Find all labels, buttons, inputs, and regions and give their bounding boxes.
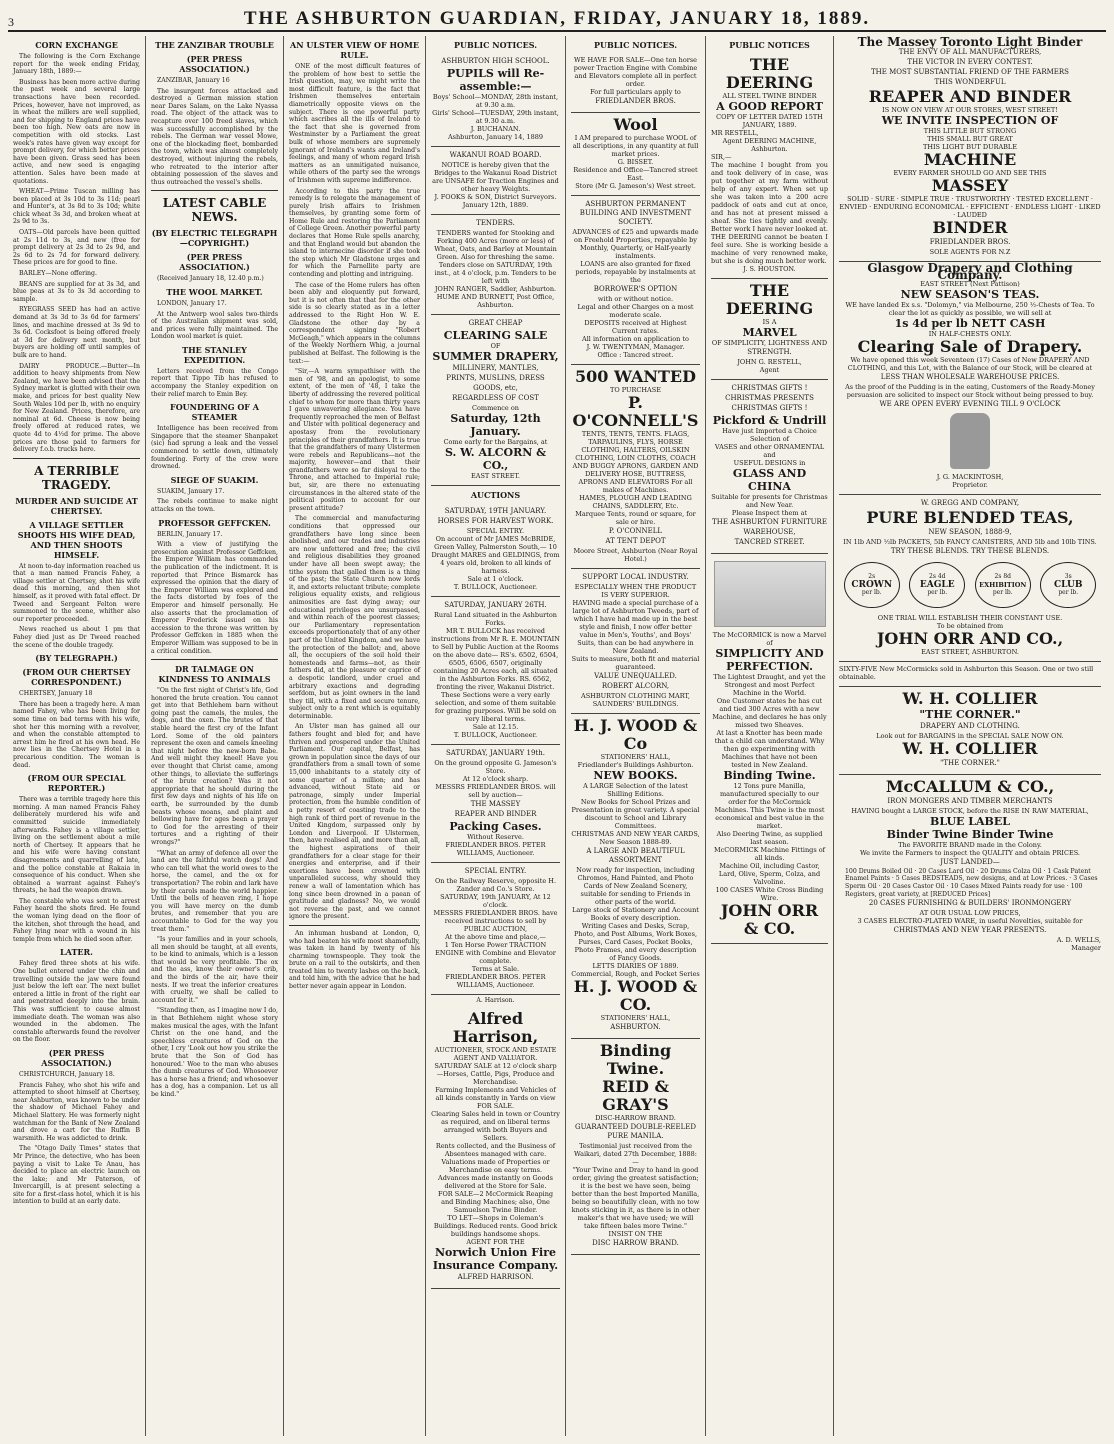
article-text: The insurgent forces attacked and destroyed a German mission station near Dares Salam, on the Lake Nyassa road. The object of the attack was to recapture over 100 freed slaves, which was successfully accomplished by the rebels. The German war vessel Mowe, one of the blockading fleet, bombarded the town, which was almost completely destroyed, without injuring the rebels, who retreated to the interior after obtaining possession of the slaves and thus outreached the vessel's shells. [151, 87, 278, 186]
byline: (PER PRESS ASSOCIATION.) [179, 252, 250, 273]
byline: (BY ELECTRIC TELEGRAPH—COPYRIGHT.) [151, 228, 278, 249]
section-label: AUCTIONS [470, 490, 521, 500]
article-text: An inhuman husband at London, O, who had beaten his wife most shamefully, was taken in hand by twenty of his charming townspeople. They took the brute on a rail to the outskirts, and then treated him to twenty lashes on the back, and told him, with the advice that he had better never again appear in London. [289, 929, 420, 991]
article-text: "Sir,—A warm sympathiser with the men of '98, and an apologist, to some extent, of the men of '48, I take the liberty of addressing the revered political chief to whom for more than thirty years I gave unwavering allegiance. You have frequently reproached the men of Belfast and Ulster with political degeneracy and apostasy from the revolutionary principles of their grandfathers. It is true that the grandfathers of many Ulstermen were rebels and Republicans—not the majority, however—and that their grandfathers were so far disloyal to the Throne, and attached to Imperial rule; but, sir, are there no extenuating circumstances in the altered state of the political position to account for our present attitude? [289, 368, 420, 512]
stanley-heading: THE STANLEY EXPEDITION. [182, 344, 247, 365]
article-text: There has been a tragedy here. A man named Fahey, who has been living for some time on bad terms with his wife, shot her this morning with a revolver, and when the constable attempted to arrest him he fired at his own head. He now lies in the Chertsey Hotel in a precarious condition. The woman is dead. [13, 700, 140, 769]
column-5 [566, 36, 706, 1436]
road-board-ad: WAKANUI ROAD BOARD. NOTICE is hereby given that the Bridges to the Wakanui Road District are UNSAFE for Traction Engines and other heavy Weights. J. FOOKS & SON, District Surveyors. January 12th, 1889. [431, 147, 560, 215]
tent-depot-ad: 500 WANTED TO PURCHASE P. O'CONNELL'S TENTS, TENTS, TENTS. FLAGS, TARPAULINS, FLYS, HORSE CLOTHING, HALTERS, OILSKIN CLOTHING, LOIN CLOTHS, COACH AND BUGGY APRONS, GARDEN AND DELIVERY HOSE, BUTTRESS, APRONS AND ELEVATORS For all makes of Machines. HAMES, PLOUGH AND LEADING CHAINS, SADDLERY, Etc. Marquee Tents, round or square, for sale or hire. P. O'CONNELL AT TENT DEPOT Moore Street, Ashburton (Near Royal Hotel.) [571, 365, 700, 569]
reaper-machine-illustration [714, 561, 826, 627]
article-text: "On the first night of Christ's life, God honored the brute creation. You cannot get into that Bethlehem barn without going past the camels, the mules, the dogs, and the oxen. The brutes of that stable heard the first cry of the Infant Lord. Some of the old painters represent the oxen and camels kneeling that night before the new-born Babe. And well might they kneel! Have you ever thought that Christ came, among other things, to alleviate the sufferings of the brute creation? Was it not appropriate that he should during the first few days and nights of his life on earth, be surrounded by the dumb beasts whose moans, and plaint and bellowing have for ages been a prayer to God for the arresting of their tortures and a righting of their wrongs?" [151, 687, 278, 846]
dateline: CHRISTCHURCH, January 18. [19, 1070, 115, 1078]
dateline: (Received January 18, 12.40 p.m.) [157, 275, 264, 283]
binding-twine-ad: Binding Twine. REID & GRAY'S DISC-HARROW BRAND. GUARANTEED DOUBLE-REELED PURE MANILA. Testimonial just received from the Waikari, dated 27th December, 1888:— "Your Twine and Dray to hand in good order, giving the greatest satisfaction; it is the best we have seen, being better than the best Imported Manilla, being so beautifully clean, with no tow knots sticking in it, as there is in other maker's that we have used; we will take fifteen bales more Twine." INSIST ON THE DISC HARROW BRAND. [571, 1039, 700, 1255]
tea-crown: 2s CROWN per lb. [844, 562, 900, 608]
packing-cases-ad: SATURDAY, JANUARY 19th. On the ground opposite G. Jameson's Store. At 12 o'clock sharp. MESSRS FRIEDLANDER BROS. will sell by auction— THE MASSEY REAPER AND BINDER Packing Cases. Without Reserve. FRIEDLANDER BROS. PETER WILLIAMS, Auctioneer. [431, 745, 560, 863]
column-2 [146, 36, 284, 1436]
article-text: According to this party the true remedy is to relegate the management of purely Irish affairs to Irishmen themselves, by granting some form of Home Rule and restoring the Parliament of College Green. Another powerful party declares that Home Rule spells anarchy, and that England would but abandon the island to internecine disorder if she took the step which Mr Gladstone urges and for which the Parnellite party are contending and plotting and intriguing. [289, 187, 420, 279]
ulster-heading: AN ULSTER VIEW OF HOME RULE. [290, 40, 419, 60]
article-text: The case of the Home rulers has often been ably and eloquently put forward, but it is not often that that for the other side is so clearly stated as in a letter addressed to the Right Hon W. E. Gladstone the other day by a correspondent signing "Robert McGeagh," which appears in the columns of the Weekly Northern Whig, a journal published at Belfast. The following is the text:— [289, 281, 420, 365]
wool-ad: Wool I AM prepared to purchase WOOL of all descriptions, in any quantity at full market prices. G. BISSET. Residence and Office—Tancred street East. Store (Mr G. Jameson's) West street. [571, 113, 700, 196]
article-text: Fahey fired three shots at his wife. One bullet entered under the chin and travelling outside the jaw were found just below the left ear. The next bullet entered a little in front of the right ear and penetrated deeply into the brain. This was sufficient to cause almost immediate death. The woman was also wounded in the abdomen. The constable afterwards found the revolver on the floor. [13, 960, 140, 1044]
article-text: ONE of the most difficult features of the problem of how best to settle the Irish question, may, we might write the most difficult feature, is the fact that Irishmen themselves entertain diametrically opposite views on the subject. There is one powerful party which ascribes all the ills of Ireland to the fact that she is governed from Westminster by a Parliament the great bulk of whose members are supremely ignorant of Ireland's wants and Ireland's feelings, and many of whom regard Irish matters as an unmitigated nuisance, while others of the party see the wrongs of Irishmen with supreme indifference. [289, 63, 420, 184]
tenders-ad: TENDERS. TENDERS wanted for Stooking and Forking 400 Acres (more or less) of Wheat, Oats, and Barley at Mountain Green. Also for threshing the same. Tenders close on SATURDAY, 19th inst., at 4 o'clock, p.m. Tenders to be left with JOHN RANGER, Saddler, Ashburton. HUME AND BURNETT, Post Office, Ashburton. [431, 215, 560, 315]
dateline: BERLIN, January 17. [157, 530, 223, 538]
christmas-gifts-ad: CHRISTMAS GIFTS ! CHRISTMAS PRESENTS CHRISTMAS GIFTS ! Pickford & Undrill Have just Imported a Choice Selection of VASES and other ORNAMENTAL and USEFUL DESIGNS in GLASS AND CHINA Suitable for presents for Christmas and New Year. Please Inspect them at THE ASHBURTON FURNITURE WAREHOUSE, TANCRED STREET. [711, 380, 828, 554]
article-text: At noon to-day information reached us that a man named Francis Fahey, a village settler at Chertsey, shot his wife dead this morning, and then shot himself, as it proved with fatal effect. Dr Tweed and Sergeant Felton were summoned to the scene, whither also our reporter proceeded. [13, 562, 140, 623]
high-school-ad: ASHBURTON HIGH SCHOOL. PUPILS will Re-assemble:— Boys' School—MONDAY, 28th instant, at 9.30 a.m. Girls' School—TUESDAY, 29th instant, at 9.30 a.m. J. BUCHANAN. Ashburton, January 14, 1889 [431, 53, 560, 147]
geffcken-heading: PROFESSOR GEFFCKEN. [158, 517, 271, 528]
alfred-harrison-ad: Alfred Harrison, AUCTIONEER, STOCK AND ESTATE AGENT AND VALUATOR. SATURDAY SALE at 12 o'clock sharp —Horses, Cattle, Pigs, Produce and Merchandise. Farming Implements and Vehicles of all kinds constantly in Yards on view FOR SALE. Clearing Sales held in town or Country as required, and on liberal terms arranged with both Buyers and Sellers. Rents collected, and the Business of Absentees managed with care. Valuations made of Properties or Merchandise on easy terms. Advances made instantly on Goods delivered at the Store for Sale. FOR SALE—2 McCormick Reaping and Binding Machines; also, One Samuelson Twine Binder. TO LET—Shops in Coleman's Buildings. Reduced rents. Good brick buildings handsome shops. AGENT FOR THE Norwich Union Fire Insurance Company. ALFRED HARRISON. [431, 1007, 560, 1289]
column-4 [426, 36, 566, 1436]
tragedy-subheading: MURDER AND SUICIDE AT CHERTSEY. [15, 495, 138, 516]
latest-cable-heading: LATEST CABLE NEWS. [162, 196, 267, 225]
byline: (BY TELEGRAPH.) [35, 653, 118, 664]
page-number: 3 [8, 15, 14, 29]
mccallum-ad: McCALLUM & CO., IRON MONGERS AND TIMBER MERCHANTS HAVING bought a LARGE STOCK, before the RISE IN RAW MATERIAL, BLUE LABEL Binder Twine Binder Twine The FAVORITE BRAND made in the Colony. We invite the Farmers to inspect the QUALITY and obtain PRICES. JUST LANDED— 100 Drums Boiled Oil · 20 Cases Lard Oil · 20 Drums Colza Oil · 1 Cask Patent Enamel Paints · 5 Cases BEDSTEADS, new designs, and at Low Prices. · 3 Cases Sperm Oil · 20 Cases Castor Oil · 10 Cases Mixed Paints ready for use · 100 Registers, great variety, at [REDUCED Prices] 20 CASES FURNISHING & BUILDERS' IRONMONGERY AT OUR USUAL LOW PRICES, 3 CASES ELECTRO-PLATED WARE, in useful Novelties, suitable for CHRISTMAS AND NEW YEAR PRESENTS. A. D. WELLS, Manager [845, 776, 1101, 953]
article-text: The "Otago Daily Times" states that Mr Prince, the detective, who has been paying a visit to Lake Te Anau, has decided to place an electric launch on the lake; and Mr Paterson, of Invercargill, is at present selecting a site for a first-class hotel, which it is his intention to build at an early date. [13, 1145, 140, 1206]
wool-market-heading: THE WOOL MARKET. [166, 286, 263, 297]
article-text: The constable who was sent to arrest Fahey heard the shots fired. He found the woman lying dead on the floor of the kitchen, shot through the head, and Fahey lying near with a wound in his temple from which he died soon after. [13, 897, 140, 943]
article-text: BEANS are supplied for at 3s 3d, and blue peas at 3s to 3s 3d according to sample. [13, 280, 140, 303]
dateline: ZANZIBAR, January 16 [157, 77, 230, 84]
gregg-teas-ad: W. GREGG AND COMPANY, PURE BLENDED TEAS, NEW SEASON, 1888-9, IN 1lb AND ½lb PACKETS, 5lb FANCY CANISTERS, AND 5lb and 10lb TINS. TRY THESE BLENDS. TRY THESE BLENDS. 2s CROWN per lb. 2s 4d EAGLE per lb. 2s 8d EXHIBITION per lb. 3s CLUB per lb. ONE TRIAL WILL ESTABLISH THEIR CONSTANT USE. To be obtained from JOHN ORR AND CO., EAST STREET, ASHBURTON. [839, 495, 1101, 662]
article-text: An Ulster man has gained all our fathers fought and bled for, and have thriven and prospered under the United Parliament. Our capital, Belfast, has grown in population since the days of our grandfathers from a small town of some 15,000 inhabitants to a stately city of some quarter of a million; and has advanced, without State aid or patronage, simply under Imperial protection, from the humble condition of a petty resort of coasting trade to the high rank of third port of revenue in the United Kingdom, surpassed only by London and Liverpool. If Ulstermen, then, have realised all, and more than all, the highest aspirations of their grandfathers for a clear stage for their energies and enterprise, and if their exertions have been crowned with unparalleled success, why should they renew a wall of lamentation which has long since been drowned in a paean of gratitude and gladness? No, we would not reverse the past, and we cannot ignore the present. [289, 723, 420, 921]
column-1 [8, 36, 146, 1436]
column-7 [834, 36, 1106, 1436]
deering-ad: THE DEERING ALL STEEL TWINE BINDER A GOOD REPORT COPY OF LETTER DATED 15TH JANUARY, 1889. MR RESTELL, Agent DEERING MACHINE, Ashburton. SIR,— The machine I bought from you and took delivery of in case, was put together at my farm without help of any expert. When set up she was taken into a 200 acre paddock of oats and cut at once, and has not at present missed a sheaf. She ties tightly and evenly. Better work I have never looked at. THE DEERING cannot be beaten I feel sure. She is working beside a machine of very renowned make, but she is doing much better work. J. S. HOUSTON. [711, 53, 828, 279]
dateline: LONDON, January 17. [157, 299, 227, 307]
clothing-mart-ad: SUPPORT LOCAL INDUSTRY. ESPECIALLY WHEN THE PRODUCT IS VERY SUPERIOR. HAVING made a special purchase of a large lot of Ashburton Tweeds, part of which I have had made up in the best style and finish, I now offer better value in Men's, Youths', and Boys' Suits, than can be had anywhere in New Zealand. Suits to measure, both fit and material guaranteed. VALUE UNEQUALLED. ROBERT ALCORN, ASHBURTON CLOTHING MART, SAUNDERS' BUILDINGS. [571, 569, 700, 714]
article-text: There was a terrible tragedy here this morning. A man named Francis Fahey deliberately murdered his wife and committed suicide immediately afterwards. Fahey is a village settler, living on the settlement about a mile north of Chertsey. It appears that he and his wife were having constant disagreements and quarrelling of late, and the police constable at Rakaia in consequence of his conduct. When she obtained a warrant against Fahey's threats, he had the weapon drawn. [13, 796, 140, 895]
article-text: RYEGRASS SEED has had an active demand at 3s 3d to 3s 6d for farmers' lines, and machine dressed at 3s 9d to 3s 6d. Cocksfoot is being offered freely at 3d for delivery next month, but buyers are holding off until samples of bulk are to hand. [13, 306, 140, 359]
byline: (FROM OUR CHERTSEY CORRESPONDENT.) [22, 667, 131, 688]
later-heading: LATER. [60, 947, 93, 958]
newspaper-title: THE ASHBURTON GUARDIAN, FRIDAY, JANUARY 18, 1889. [243, 8, 871, 29]
massey-binder-ad: The Massey Toronto Light Binder THE ENVY OF ALL MANUFACTURERS, THE VICTOR IN EVERY CONTEST. THE MOST SUBSTANTIAL FRIEND OF THE FARMERS THIS WONDERFUL REAPER AND BINDER IS NOW ON VIEW AT OUR STORES, WEST STREET! WE INVITE INSPECTION OF THIS LITTLE BUT STRONG THIS SMALL BUT GREAT THIS LIGHT BUT DURABLE MACHINE EVERY FARMER SHOULD GO AND SEE THIS MASSEY SOLID · SURE · SIMPLE TRUE · TRUSTWORTHY · TESTED EXCELLENT · ENVIED · ENDURING ECONOMICAL · EFFICIENT · ENDLESS LIGHT · LIKED · LAUDED BINDER FRIEDLANDER BROS. SOLE AGENTS FOR N.Z [839, 36, 1101, 262]
tea-eagle: 2s 4d EAGLE per lb. [909, 562, 965, 608]
tea-exhibition: 2s 8d EXHIBITION per lb. [975, 562, 1031, 608]
collier-ad: W. H. COLLIER "THE CORNER." DRAPERY AND CLOTHING. Look out for BARGAINS in the SPECIAL SALE NOW ON. W. H. COLLIER "THE CORNER." [839, 687, 1101, 775]
article-text: DAIRY PRODUCE.—Butter—In addition to heavy shipments from New Zealand, we have been advised that the Sydney market is glutted with their own make, and prices for best quality New South Wales 10d per lb, with no enquiry for New Zealand. Prices, therefore, are nominal at 6d. Cheese is now being freely offered at reduced rates, we quote 4d to 4½d for prime. The above prices are those paid to farmers for delivery f.o.b. trucks here. [13, 362, 140, 454]
building-society-ad: ASHBURTON PERMANENT BUILDING AND INVESTMENT SOCIETY. ADVANCES of £25 and upwards made on Freehold Properties, repayable by Monthly, Quarterly, or Half-yearly instalments. LOANS are also granted for fixed periods, repayable by instalments at the BORROWER'S OPTION with or without notice. Legal and other Charges on a most moderate scale. DEPOSITS received at Highest Current rates. All information on application to J. W. TWENTYMAN, Manager. Office : Tancred street. [571, 196, 700, 365]
suakim-heading: SIEGE OF SUAKIM. [170, 474, 259, 485]
deering-marvel-ad: THE DEERING IS A MARVEL OF SIMPLICITY, LIGHTNESS AND STRENGTH. JOHN G. RESTELL, Agent [711, 279, 828, 380]
article-text: BARLEY—None offering. [19, 270, 97, 278]
article-text: WHEAT—Prime Tuscan milling has been placed at 3s 10d to 3s 11d; pearl and Hunter's, at 3s 8d to 3s 10d; white chick wheat 3s 3d, and broken wheat at 2s 9d to 3s. [13, 188, 140, 226]
article-text: Francis Fahey, who shot his wife and attempted to shoot himself at Chertsey, near Ashburton, was known to be under the shadow of Michael Fahey and Michael Slattery. He was formerly night watchman for the Bank of New Zealand and drove a cart for the Ruffin B warsmith. He was addicted to drink. [13, 1081, 140, 1142]
glasgow-drapery-ad: Glasgow Drapery and Clothing Company. EAST STREET (Next Pattison) NEW SEASON'S TEAS. WE have landed Ex s.s. "Dolomyn," via Melbourne, 250 ½-Chests of Tea. To clear the lot as quickly as possible, we will sell at 1s 4d per lb NETT CASH IN HALF-CHESTS ONLY. Clearing Sale of Drapery. We have opened this week Seventeen (17) Cases of New DRAPERY AND CLOTHING, and this Lot, with the Balance of our Stock, will be cleared at LESS THAN WHOLESALE WAREHOUSE PRICES. As the proof of the Pudding is in the eating, Customers of the Ready-Money persuasion are solicited to inspect our Stock without being pressed to buy. WE ARE OPEN EVERY EVENING TILL 9 O'CLOCK J. G. MACKINTOSH, Proprietor. [839, 262, 1101, 495]
ad-label: A. Harrison. [476, 997, 515, 1004]
column-6 [706, 36, 834, 1436]
clearing-sale-ad: GREAT CHEAP CLEARING SALE OF SUMMER DRAPERY, MILLINERY, MANTLES, PRINTS, MUSLINS, DRESS GOODS, etc, REGARDLESS OF COST Commence on Saturday, 12th January. Come early for the Bargains, at S. W. ALCORN & CO., EAST STREET. [431, 315, 560, 486]
article-text: The commercial and manufacturing conditions that oppressed our grandfathers have long since been abolished, and our trades and industries are now unfettered and free; the civil and religious disabilities they groaned under have all been swept away; the tithe system that galled them is a thing of the past; the State Church now lords it, and extorts reluctant tribute; complete religious equality exists, and religious animosities are fast dying away; our educational privileges are unsurpassed, and within reach of the poorest classes; our Parliamentary representation exceeds proportionately that of any other part of the United Kingdom, and we have the protection of the ballot; and, above all, the occupiers of the soil hold their homesteads and farms—not, as their fathers did, at the pleasure or caprice of a despotic landlord, under cruel and arbitrary exactions and degrading serfdom, but as joint owners in the land they till, with a fixed and secure tenure, subject only to a rent which is equitably determinable. [289, 515, 420, 720]
steamer-heading: FOUNDERING OF A STEAMER [170, 402, 259, 423]
column-3 [284, 36, 426, 1436]
tragedy-subheading: A VILLAGE SETTLER SHOOTS HIS WIFE DEAD, AND THEN SHOOTS HIMSELF. [17, 519, 136, 560]
corn-exchange-heading: CORN EXCHANGE [35, 40, 118, 50]
columns [8, 36, 1106, 1436]
tea-club: 3s CLUB per lb. [1040, 562, 1096, 608]
tea-jar-illustration [950, 413, 990, 469]
traction-engine-ad: SPECIAL ENTRY. On the Railway Reserve, opposite H. Zander and Co.'s Store. SATURDAY, 19th JANUARY, At 12 o'clock. MESSRS FRIEDLANDER BROS. have received instructions to sell by PUBLIC AUCTION, At the above time and place,— 1 Ten Horse Power TRACTION ENGINE with Combine and Elevator complete. Terms at Sale. FRIEDLANDER BROS. PETER WILLIAMS, Auctioneer. [431, 863, 560, 995]
horses-auction-ad: SATURDAY, 19TH JANUARY. HORSES FOR HARVEST WORK. SPECIAL ENTRY. On account of Mr JAMES McBRIDE, Green Valley, Palmerston South,— 10 Draught MARES and GELDINGS, from 4 years old, broken to all kinds of harness. Sale at 1 o'clock. T. BULLOCK, Auctioneer. [431, 503, 560, 597]
zanzibar-heading: THE ZANZIBAR TROUBLE [155, 40, 274, 50]
article-text: The following is the Corn Exchange report for the week ending Friday, January 18th, 1889:— [13, 53, 140, 76]
dateline: CHERTSEY, January 18 [19, 690, 93, 698]
mccormick-sold-ad: SIXTY-FIVE New McCormicks sold in Ashburton this Season. One or two still obtainable. [839, 662, 1101, 687]
section-label: PUBLIC NOTICES. [594, 40, 677, 50]
article-text: News reached us about 1 pm that Fahey died just as Dr Tweed reached the scene of the double tragedy. [13, 626, 140, 649]
rural-land-ad: SATURDAY, JANUARY 26TH. Rural Land situated in the Ashburton Forks. MR T. BULLOCK has received instructions from Mr R. E. MOUNTAIN to Sell by Public Auction at the Rooms on the above date— RS's. 6502, 6504, 6505, 6506, 6507, originally containing 20 Acres each, all situated in the Ashburton Forks. RS. 6562, fronting the river, Wakanui District. These Sections were a very early selection, and some of them suitable for grazing purposes. Will be sold on very liberal terms. Sale at 12.15. T. BULLOCK, Auctioneer. [431, 597, 560, 745]
tea-blends [839, 562, 1101, 608]
byline: (FROM OUR SPECIAL REPORTER.) [27, 773, 126, 794]
section-label: PUBLIC NOTICES. [454, 40, 537, 50]
byline: (PER PRESS ASSOCIATION.) [179, 54, 250, 74]
article-text: At the Antwerp wool sales two-thirds of the Australian shipment was sold, and prices were fully maintained. The London wool market is quiet. [151, 310, 278, 341]
article-text: "What an army of defence all over the land are the faithful watch dogs! And who can tell what the world owes to the horse, the camel, and the ox for transportation? The robin and lark have by their carols made the world happier. Until the bells of heaven ring, I hope you will have mercy on the dumb brutes, and remember that you are accountable to God for the way you treat them." [151, 849, 278, 933]
article-text: Intelligence has been received from Singapore that the steamer Shanpaket (sic) had sprung a leak and the vessel commenced to settle down, ultimately foundering. Forty of the crew were drowned. [151, 425, 278, 471]
talmage-heading: DR TALMAGE ON KINDNESS TO ANIMALS [158, 664, 271, 685]
article-text: Letters received from the Congo report that Tippo Tib has refused to accompany the Stanley expedition on their relief march to Emin Bey. [151, 367, 278, 398]
section-label: PUBLIC NOTICES [729, 40, 810, 50]
article-text: "Standing then, as I imagine now I do, in that Bethlehem night whose story makes musical the ages, with the Infant Christ on the one hand, and the speechless creatures of God on the other, I cry 'Look out how you strike the brute that the Son of God has honoured.' Woe to the man who abuses the dumb creatures of God. Whosoever has a horse has a friend; and whosoever has a dog, has a companion. Let us all be kind." [151, 1007, 278, 1098]
article-text: With a view of justifying the prosecution against Professor Geffcken, the Emperor William has commanded the publication of the indictment. It is reported that Prince Bismarck has expressed the opinion that the diary of the Emperor William was explored and the facts distorted by foes of the Emperor and himself personally. He also asserts that the proclamation of Emperor Frederick issued on his accession to the throne was written by Professor Geffcken in 1885 when the Emperor William was supposed to be in a critical condition. [151, 541, 278, 655]
tragedy-heading: A TERRIBLE TRAGEDY. [34, 463, 119, 492]
article-text: Business has been more active during the past week and several large transactions have been recorded. Prices, however, have not improved, as in wheat the millers are well supplied, and for shipping to England prices have been too high. New oats are now in competition with old stocks. Last week's rates have given way except for prompt delivery, for which better prices have been given. Grass seed has been active, and new seed is engaging attention. Sales have been made at quotations. [13, 78, 140, 185]
article-text: "Is your families and in your schools, all men should be taught, at all events, to be kind to animals, which is a lesson that would be very profitable. The ox and the ass, know their owner's crib, and the birds of the air, have their nests. If we treat the inferior creatures with cruelty, we shall be called to account for it." [151, 936, 278, 1004]
masthead [8, 6, 1106, 32]
traction-sale-ad: WE HAVE FOR SALE—One ten horse power Traction Engine with Combine and Elevators complete all in perfect order. For full particulars apply to FRIEDLANDER BROS. [571, 53, 700, 113]
dateline: SUAKIM, January 17. [157, 487, 225, 495]
mccormick-ad: The McCORMICK is now a Marvel of SIMPLICITY AND PERFECTION. The Lightest Draught, and yet the Strongest and most Perfect Machine in the World. One Customer states he has cut and tied 300 Acres with a new Machine, and declares he has only missed two Sheaves. At last a Knotter has been made that a child can understand. Why then go experimenting with Machines that have not been tested in New Zealand. Binding Twine. 12 Tons pure Manilla, manufactured specially to our order for the McCormick Machines. This Twine is the most economical and best value in the market. Also Deering Twine, as supplied last season. McCORMICK Machine Fittings of all kinds. Machine Oil, including Castor, Lard, Olive, Sperm, Colza, and Valvoline. 100 CASES White Cross Binding Wire. JOHN ORR & CO. [711, 554, 828, 944]
article-text: The rebels continue to make night attacks on the town. [151, 498, 278, 513]
byline: (PER PRESS ASSOCIATION.) [41, 1047, 112, 1068]
article-text: OATS—Old parcels have been quitted at 2s 11d to 3s, and new (free for prompt delivery at 2s 3d to 2s 9d, and 2s 6d to 2s 7d for forward delivery. These prices are for good to fine. [13, 229, 140, 267]
stationers-hall-ad: H. J. WOOD & Co STATIONERS' HALL, Friedlander's Buildings Ashburton. NEW BOOKS. A LARGE Selection of the latest Shilling Editions. New Books for School Prizes and Presentation in great variety. A special discount to School and Library Committees. CHRISTMAS AND NEW YEAR CARDS, New Season 1888-89. A LARGE AND BEAUTIFUL ASSORTMENT Now ready for inspection, including Chromos, Hand Painted, and Photo Cards of New Zealand Scenery, suitable for sending to Friends in other parts of the world. Large stock of Stationery and Account Books of every description. Writing Cases and Desks, Scrap, Photo, and Post Albums, Work Boxes, Purses, Card Cases, Pocket Books, Photo Frames, and every description of Fancy Goods. LETTS DIARIES OF 1889. Commercial, Rough, and Pocket Series H. J. WOOD & CO. STATIONERS' HALL, ASHBURTON. [571, 714, 700, 1039]
